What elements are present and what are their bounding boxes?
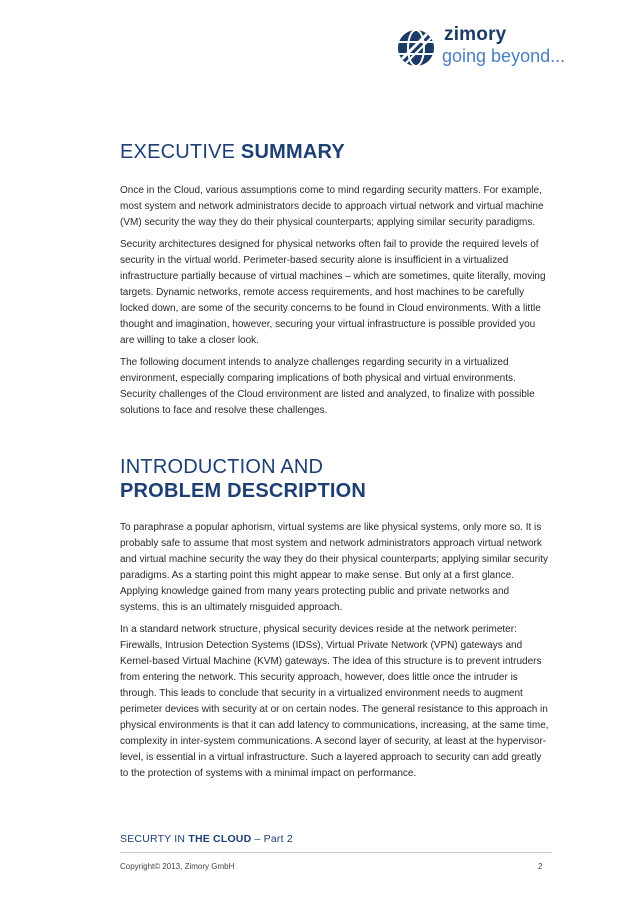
footer-title-suffix: – Part 2 xyxy=(251,833,293,845)
heading-bold: SUMMARY xyxy=(240,141,345,163)
introduction-body xyxy=(120,520,550,788)
paragraph: Security architectures designed for physical networks often fail to provide the required levels of security in the virtual world. Perimeter-based security alone is insufficient in a virtualized infrastructure partially because of virtual machines – which are sometimes, quite literally, moving targets. Dynamic networks, remote access requirements, and host machines to be carefully locked down, are some of the security concerns to be found in Cloud environments. With a little thought and imagination, however, securing your virtual infrastructure is possible provided you are willing to take a closer look. xyxy=(120,239,546,346)
heading-light: EXECUTIVE xyxy=(120,141,241,163)
footer-title-bold: THE CLOUD xyxy=(188,833,252,845)
page-number: 2 xyxy=(538,862,543,871)
footer-copyright: Copyright© 2013, Zimory GmbH xyxy=(120,862,235,871)
paragraph: To paraphrase a popular aphorism, virtual systems are like physical systems, only more so. It is probably safe to assume that most system and network administrators approach virtual network and virtual machine security the way they do their physical counterparts; applying similar security paradigms. As a starting point this might appear to make sense. But only at a first glance. Applying knowledge gained from many years protecting public and private networks and systems, this is an ultimately misguided approach. xyxy=(120,522,548,613)
paragraph: In a standard network structure, physical security devices reside at the network perimeter: Firewalls, Intrusion Detection Systems (IDSs), Virtual Private Network (VPN) gateways and Kernel-based Virtual Machine (KVM) gateways. The idea of this structure is to prevent intruders from entering the network. This security approach, however, does little once the intruder is through. This leads to conclude that security in a virtualized environment needs to augment perimeter devices with security at or on certain nodes. The general resistance to this approach in physical environments is that it can add latency to communications, increasing, at the same time, complexity in inter-system communications. A second layer of security, at least at the hypervisor-level, is essential in a virtual infrastructure. Such a layered approach to security can add greatly to the protection of systems with a minimal impact on performance. xyxy=(120,624,549,779)
globe-icon xyxy=(396,28,436,68)
heading-light: INTRODUCTION AND xyxy=(120,456,324,478)
zimory-logo xyxy=(396,22,576,74)
footer-document-title xyxy=(120,833,293,845)
logo-tagline: going beyond... xyxy=(442,46,566,66)
logo-name: zimory xyxy=(444,24,507,45)
executive-summary-heading xyxy=(120,140,345,164)
footer-title-light: SECURTY IN xyxy=(120,833,189,845)
footer-divider xyxy=(120,852,552,853)
heading-bold: PROBLEM DESCRIPTION xyxy=(120,480,367,502)
paragraph: The following document intends to analyze challenges regarding security in a virtualized environment, especially comparing implications of both physical and virtual environments. Security challenges of the Cloud environment are listed and analyzed, to finalize with possible solutions to face and resolve these challenges. xyxy=(120,357,535,416)
paragraph: Once in the Cloud, various assumptions come to mind regarding security matters. For example, most system and network administrators decide to approach virtual network and virtual machine (VM) security the way they do their physical counterparts; applying similar security paradigms. xyxy=(120,185,544,228)
executive-summary-body xyxy=(120,183,550,425)
introduction-heading xyxy=(120,455,366,503)
